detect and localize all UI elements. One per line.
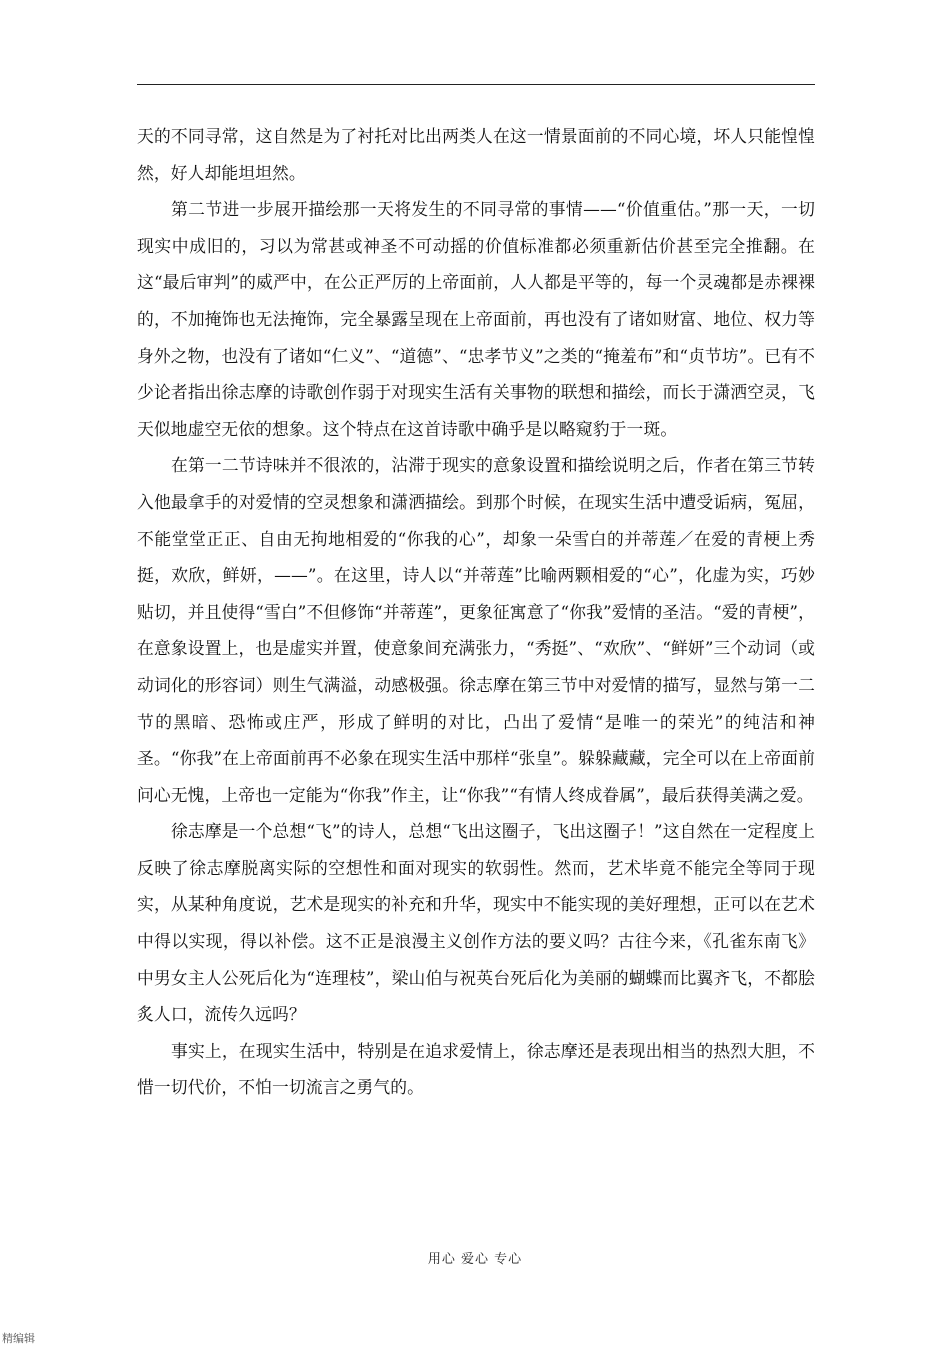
paragraph-4: 徐志摩是一个总想“飞”的诗人，总想“飞出这圈子，飞出这圈子！”这自然在一定程度上反映了徐志摩脱离实际的空想性和面对现实的软弱性。然而，艺术毕竟不能完全等同于现实，从某种角度说，艺术是现实的补充和升华，现实中不能实现的美好理想，正可以在艺术中得以实现，得以补偿。这不正是浪漫主义创作方法的要义吗？古往今来，《孔雀东南飞》中男女主人公死后化为“连理枝”，梁山伯与祝英台死后化为美丽的蝴蝶而比翼齐飞，不都脍炙人口，流传久远吗？ <box>137 821 815 1025</box>
header-rule <box>137 84 815 85</box>
corner-mark: 精编辑 <box>2 1332 35 1345</box>
paragraph-1: 天的不同寻常，这自然是为了衬托对比出两类人在这一情景面前的不同心境，坏人只能惶惶然，好人却能坦坦然。 <box>137 126 815 183</box>
page-footer: 用心 爱心 专心 <box>427 1252 523 1267</box>
paragraph-5: 事实上，在现实生活中，特别是在追求爱情上，徐志摩还是表现出相当的热烈大胆，不惜一切代价，不怕一切流言之勇气的。 <box>137 1040 815 1098</box>
paragraph-2: 第二节进一步展开描绘那一天将发生的不同寻常的事情——“价值重估。”那一天，一切现实中成旧的，习以为常甚或神圣不可动摇的价值标准都必须重新估价甚至完全推翻。在这“最后审判”的威严中，在公正严厉的上帝面前，人人都是平等的，每一个灵魂都是赤裸裸的，不加掩饰也无法掩饰，完全暴露呈现在上帝面前，再也没有了诸如财富、地位、权力等身外之物，也没有了诸如“仁义”、“道德”、“忠孝节义”之类的“掩羞布”和“贞节坊”。已有不少论者指出徐志摩的诗歌创作弱于对现实生活有关事物的联想和描绘，而长于潇洒空灵，飞天似地虚空无依的想象。这个特点在这首诗歌中确乎是以略窥豹于一斑。 <box>137 199 815 439</box>
paragraph-3: 在第一二节诗味并不很浓的，沾滞于现实的意象设置和描绘说明之后，作者在第三节转入他最拿手的对爱情的空灵想象和潇洒描绘。到那个时候，在现实生活中遭受诟病，冤屈，不能堂堂正正、自由无拘地相爱的“你我的心”，却象一朵雪白的并蒂莲／在爱的青梗上秀挺，欢欣，鲜妍，——”。在这里，诗人以“并蒂莲”比喻两颗相爱的“心”，化虚为实，巧妙贴切，并且使得“雪白”不但修饰“并蒂莲”，更象征寓意了“你我”爱情的圣洁。“爱的青梗”，在意象设置上，也是虚实并置，使意象间充满张力，“秀挺”、“欢欣”、“鲜妍”三个动词（或动词化的形容词）则生气满溢，动感极强。徐志摩在第三节中对爱情的描写，显然与第一二节的黑暗、恐怖或庄严，形成了鲜明的对比，凸出了爱情“是唯一的荣光”的纯洁和神圣。“你我”在上帝面前再不必象在现实生活中那样“张皇”。躲躲藏藏，完全可以在上帝面前问心无愧，上帝也一定能为“你我”作主，让“你我”“有情人终成眷属”，最后获得美满之爱。 <box>137 455 815 805</box>
document-body <box>137 118 815 1106</box>
